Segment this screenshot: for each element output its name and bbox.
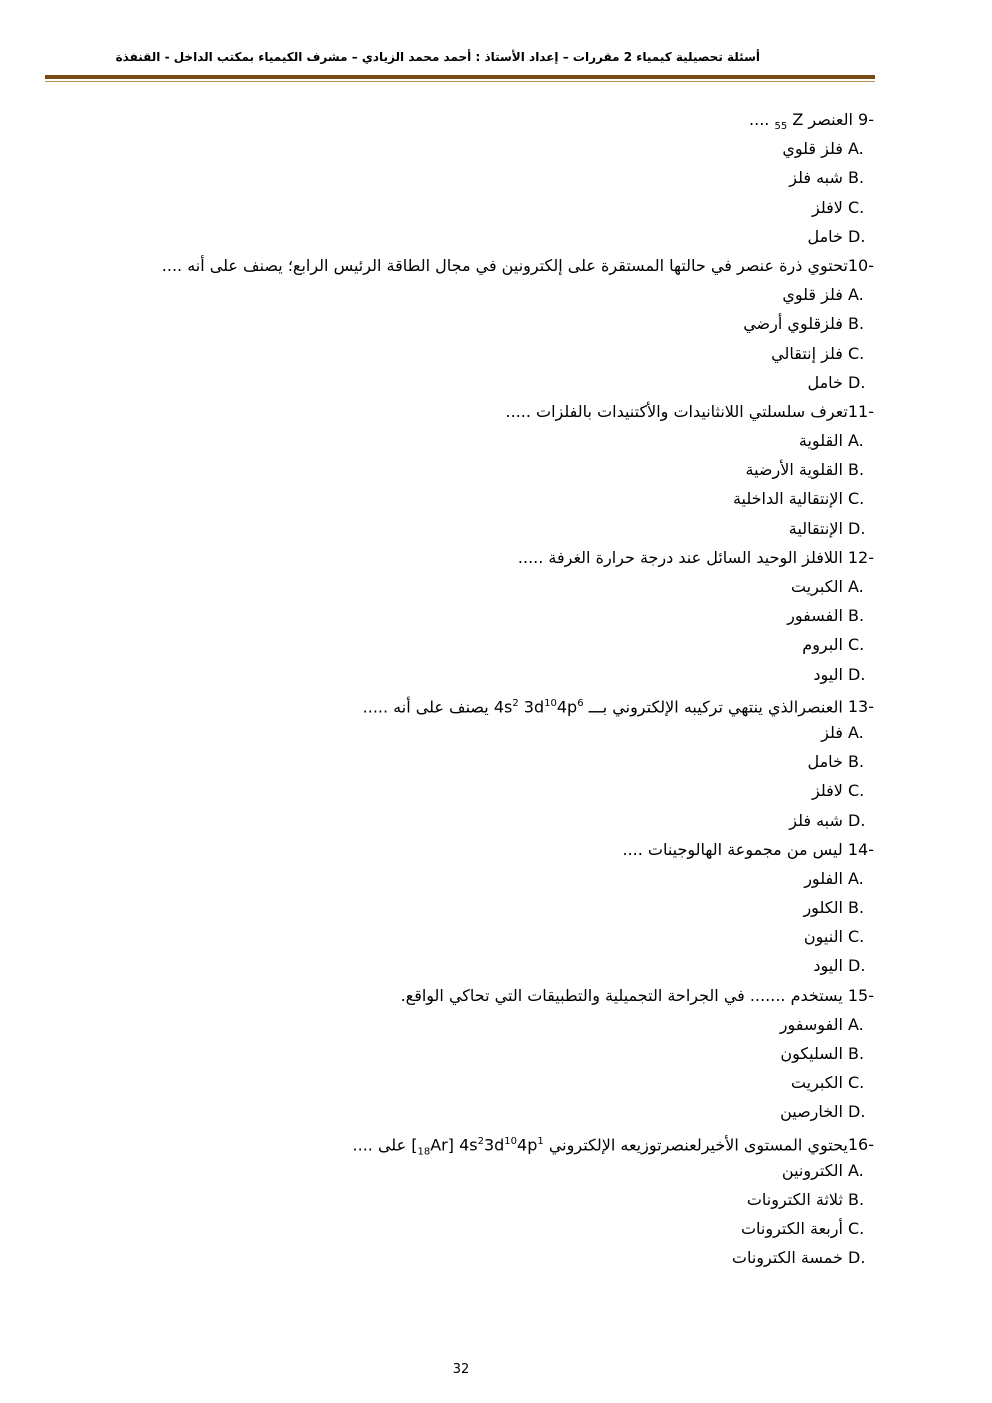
option-13c[interactable]: C. لافلز	[812, 781, 865, 801]
electron-configuration: $4s^2$ $3d^{10}4p^6$	[493, 697, 584, 717]
question-number: 10-	[847, 255, 874, 275]
option-9b[interactable]: B. شبه فلز	[789, 168, 865, 188]
option-15a[interactable]: A. الفوسفور	[779, 1014, 864, 1034]
option-11d[interactable]: D. الإنتقالية	[788, 518, 866, 538]
option-13b[interactable]: B. خامل	[807, 752, 865, 772]
option-11a[interactable]: A. القلوية	[798, 431, 864, 451]
question-number: 11-	[847, 401, 874, 421]
question-10	[44, 251, 874, 280]
option-16c[interactable]: C. أربعة الكترونات	[740, 1219, 865, 1239]
question-number: 14-	[847, 839, 874, 859]
question-text: ليس من مجموعة الهالوجينات ....	[622, 839, 843, 859]
question-text: يستخدم ....... في الجراحة التجميلية والتطبيقات التي تحاكي الواقع.	[400, 985, 843, 1005]
option-11b[interactable]: B. القلوية الأرضية	[745, 460, 865, 480]
question-13	[44, 689, 874, 718]
question-ellipsis: ....	[749, 110, 770, 129]
question-number: 9-	[858, 110, 874, 129]
question-text: تحتوي ذرة عنصر في حالتها المستقرة على إلكترونين في مجال الطاقة الرئيس الرابع؛ يصنف على أنه ....	[161, 255, 848, 275]
option-9c[interactable]: C. لافلز	[812, 197, 865, 217]
question-11	[44, 397, 874, 426]
question-text: تعرف سلسلتي اللانثانيدات والأكتنيدات بالفلزات .....	[505, 401, 848, 421]
question-number: 12-	[847, 547, 874, 567]
question-number: 16-	[847, 1134, 874, 1154]
option-15c[interactable]: C. الكبريت	[790, 1073, 865, 1093]
question-14	[44, 835, 874, 864]
page-number: 32	[452, 1362, 470, 1377]
question-text: اللافلز الوحيد السائل عند درجة حرارة الغرفة .....	[517, 547, 843, 567]
question-16	[44, 1127, 874, 1156]
option-15d[interactable]: D. الخارصين	[780, 1102, 866, 1122]
question-number: 13-	[847, 697, 874, 717]
option-14d[interactable]: D. اليود	[813, 956, 866, 976]
option-12c[interactable]: C. البروم	[802, 635, 865, 655]
option-10d[interactable]: D. خامل	[807, 372, 866, 392]
option-11c[interactable]: C. الإنتقالية الداخلية	[732, 489, 865, 509]
question-text-end: يصنف على أنه .....	[362, 697, 489, 717]
question-9	[44, 105, 874, 134]
option-16a[interactable]: A. الكترونين	[781, 1160, 864, 1180]
question-text: العنصر	[808, 110, 853, 129]
option-13a[interactable]: A. فلز	[821, 722, 864, 742]
question-number: 15-	[847, 985, 874, 1005]
question-text: يحتوي المستوى الأخيرلعنصرتوزيعه الإلكتروني	[548, 1134, 848, 1154]
option-12d[interactable]: D. اليود	[813, 664, 866, 684]
option-16b[interactable]: B. ثلاثة الكترونات	[746, 1189, 865, 1209]
question-15	[44, 981, 874, 1010]
option-12a[interactable]: A. الكبريت	[790, 577, 864, 596]
option-16d[interactable]: D. خمسة الكترونات	[731, 1248, 866, 1268]
option-10b[interactable]: B. فلزقلوي أرضي	[743, 314, 865, 334]
option-9d[interactable]: D. خامل	[807, 226, 866, 246]
question-text-end: على ....	[352, 1134, 407, 1154]
option-10a[interactable]: A. فلز قلوي	[782, 285, 864, 305]
option-15b[interactable]: B. السليكون	[780, 1044, 865, 1063]
element-symbol: $_{55}$ Z	[774, 110, 804, 133]
option-14c[interactable]: C. النيون	[803, 927, 865, 947]
header-divider	[45, 75, 875, 79]
questions-list	[44, 105, 874, 1273]
electron-configuration: $[_{18}Ar]$ $4s^23d^{10}4p^1$	[411, 1134, 544, 1158]
question-text: العنصرالذي ينتهي تركيبه الإلكتروني بـــ	[588, 697, 843, 717]
page-header: أسئلة تحصيلية كيمياء 2 مقررات – إعداد الأستاذ : أحمد محمد الزيادي – مشرف الكيمياء بمكتب الداخل - القنفذة	[115, 50, 760, 64]
option-9a[interactable]: A. فلز قلوي	[782, 139, 864, 159]
option-14b[interactable]: B. الكلور	[803, 898, 865, 918]
header-divider-thin	[45, 81, 875, 82]
option-10c[interactable]: C. فلز إنتقالي	[771, 343, 865, 363]
option-12b[interactable]: B. الفسفور	[787, 606, 865, 626]
option-14a[interactable]: A. الفلور	[804, 868, 864, 888]
option-13d[interactable]: D. شبه فلز	[789, 810, 866, 830]
question-12	[44, 543, 874, 572]
